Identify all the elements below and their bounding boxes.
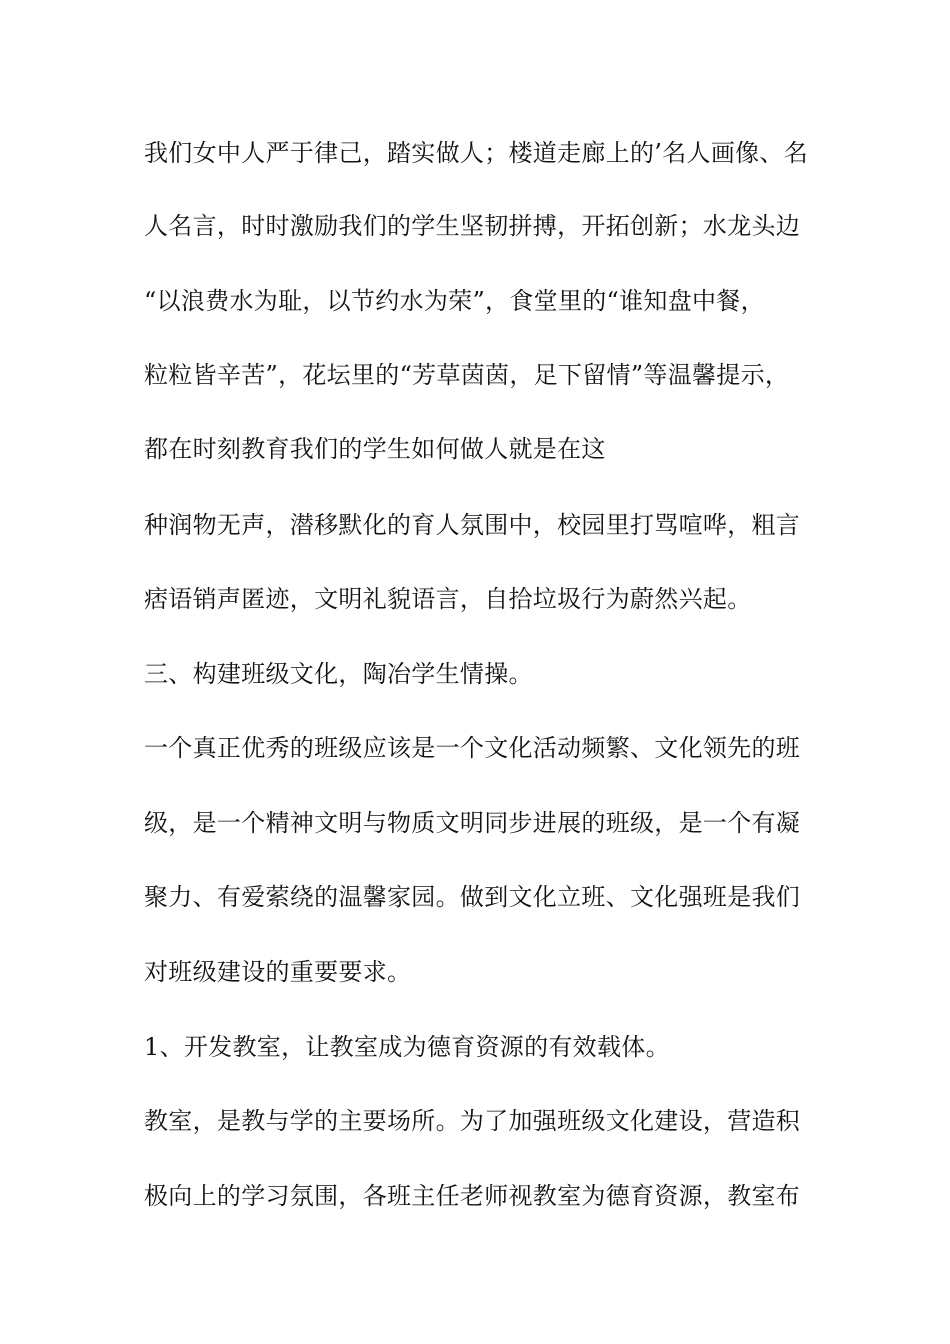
text-line: 痞语销声匿迹，文明礼貌语言，自拾垃圾行为蔚然兴起。: [144, 585, 752, 613]
text-line: 我们女中人严于律己，踏实做人；楼道走廊上的’名人画像、名: [144, 139, 809, 167]
text-line: “以浪费水为耻，以节约水为荣”，食堂里的“谁知盘中餐，: [144, 287, 765, 315]
text-line: 聚力、有爱萦绕的温馨家园。做到文化立班、文化强班是我们: [144, 883, 801, 911]
text-line: 极向上的学习氛围，各班主任老师视教室为德育资源，教室布: [144, 1182, 801, 1210]
text-line: 级，是一个精神文明与物质文明同步进展的班级，是一个有凝: [144, 809, 801, 837]
subsection-heading: 1、开发教室，让教室成为德育资源的有效载体。: [144, 1033, 670, 1061]
text-line: 都在时刻教育我们的学生如何做人就是在这: [144, 435, 606, 463]
text-line: 对班级建设的重要要求。: [144, 958, 412, 986]
section-heading: 三、构建班级文化，陶冶学生情操。: [144, 660, 533, 688]
text-line: 种润物无声，潜移默化的育人氛围中，校园里打骂喧哗，粗言: [144, 511, 801, 539]
text-line: 人名言，时时激励我们的学生坚韧拼搏，开拓创新；水龙头边: [144, 212, 801, 240]
text-line: 一个真正优秀的班级应该是一个文化活动频繁、文化领先的班: [144, 734, 801, 762]
text-line: 粒粒皆辛苦”，花坛里的“芳草茵茵，足下留情”等温馨提示，: [144, 361, 790, 389]
text-line: 教室，是教与学的主要场所。为了加强班级文化建设，营造积: [144, 1107, 801, 1135]
